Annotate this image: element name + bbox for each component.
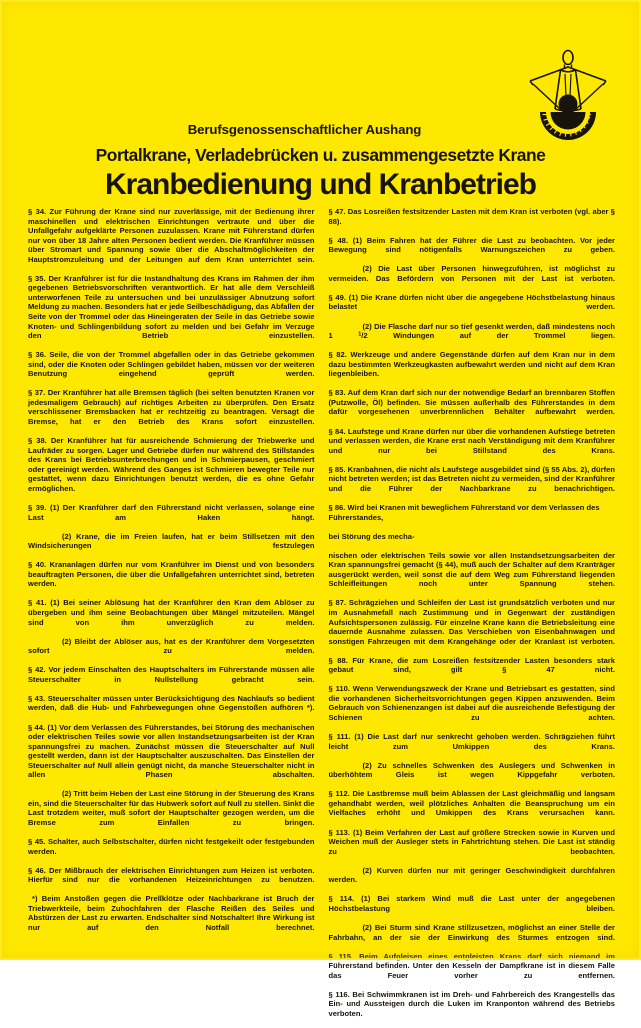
regulation-paragraph: § 37. Der Kranführer hat alle Bremsen täglich (bei selten benutzten Kranen vor jedesmaligem Gebrauch) auf richtiges Arbeiten zu überprüfen. Den Ersatz verschlissener Bremsbacken hat er rechtzeitig zu beantragen. Versagt die Bremse, hat er den Betrieb des Krans sofort einzustellen. — [28, 388, 315, 436]
right-text-column — [329, 207, 616, 1028]
regulation-paragraph: § 46. Der Mißbrauch der elektrischen Einrichtungen zum Heizen ist verboten. Hierfür sind nur die vorhandenen Heizeinrichtungen zu benutzen. — [28, 866, 315, 895]
regulation-paragraph: § 111. (1) Die Last darf nur senkrecht gehoben werden. Schrägziehen führt leicht zum Umkippen des Krans. — [329, 732, 616, 761]
regulation-paragraph: (2) Tritt beim Heben der Last eine Störung in der Steuerung des Krans ein, sind die Steuerschalter für das Hubwerk sofort auf Null zu stellen. Sinkt die Last trotzdem weiter, muß sofort der Hauptschalter gezogen werden, um die Bremse zum Einfallen zu bringen. — [28, 789, 315, 837]
regulation-paragraph: § 39. (1) Der Kranführer darf den Führerstand nicht verlassen, solange eine Last am Haken hängt. — [28, 503, 315, 532]
regulation-paragraph: § 38. Der Kranführer hat für ausreichende Schmierung der Triebwerke und Laufräder zu sorgen. Lager und Getriebe dürfen nur während des Stillstandes des Krans bei Betriebsunterbrechungen und in Schmierpausen, geschmiert oder gereinigt werden. Während des Ganges ist Schmieren bewegter Teile nur gestattet, wenn dazu Einrichtungen benutzt werden, die es ohne Gefahr ermöglichen. — [28, 436, 315, 503]
regulation-paragraph: § 35. Der Kranführer ist für die Instandhaltung des Krans im Rahmen der ihm gegebenen Betriebsvorschriften verantwortlich. Er hat alle dem Verschleiß unterworfenen Teile zu untersuchen und bei unzulässiger Abnutzung sofort Meldung zu machen. Besonders hat er jede Seilbeschädigung, das Abfallen der Seite von der Trommel oder das Hineingeraten der Seile in das Getriebe sowie Knoten- und Schlingenbildung sofort zu melden und bei Gefahr im Verzuge den Betrieb einzustellen. — [28, 274, 315, 350]
regulation-paragraph: § 36. Seile, die von der Trommel abgefallen oder in das Getriebe gekommen sind, oder die Knoten oder Schlingen gebildet haben, müssen vor der weiteren Benutzung eingehend geprüft werden. — [28, 350, 315, 388]
regulation-paragraph: § 116. Bei Schwimmkranen ist im Dreh- und Fahrbereich des Krangestells das Ein- und Aussteigen durch die Luken im Kranponton während des Betriebs verboten. — [329, 990, 616, 1028]
regulation-paragraph: § 84. Laufstege und Krane dürfen nur über die vorhandenen Aufstiege betreten und verlassen werden, die Krane erst nach Verständigung mit dem Kranführer und nur bei Stillstand des Krans. — [329, 427, 616, 465]
regulation-paragraph: § 87. Schrägziehen und Schleifen der Last ist grundsätzlich verboten und nur im Ausnahmefall nach Zustimmung und in Gegenwart der zuständigen Aufsichtspersonen zulässig. Für einzelne Krane kann die Betriebsleitung eine dauernde Ausnahme zulassen. Das Verschieben von Eisenbahnwagen und sonstigen Fahrzeugen mit dem Krangehänge oder der Kranlast ist verboten. — [329, 598, 616, 655]
regulation-columns — [28, 207, 615, 1028]
regulation-paragraph: § 110. Wenn Verwendungszweck der Krane und Betriebsart es gestatten, sind die vorhandenen Sicherheitsvorrichtungen gegen Kippen anzuwenden. Beim Gebrauch von Schienenzangen ist dabei auf die ausreichende Befestigung der Schienen zu achten. — [329, 684, 616, 732]
regulation-paragraph: § 85. Kranbahnen, die nicht als Laufstege ausgebildet sind (§ 55 Abs. 2), dürfen nicht betreten werden; ist das Betreten nicht zu vermeiden, sind der Kranführer und die Führer der Nachbarkrane zu benachrichtigen. — [329, 465, 616, 503]
regulation-paragraph: § 113. (1) Beim Verfahren der Last auf größere Strecken sowie in Kurven und Weichen muß der Ausleger stets in Fahrtrichtung stehen. Die Last ist ständig zu beobachten. — [329, 828, 616, 866]
regulation-paragraph: (2) Kurven dürfen nur mit geringer Geschwindigkeit durchfahren werden. — [329, 866, 616, 895]
regulation-paragraph: nischen oder elektrischen Teils sowie vor allen Instandsetzungsarbeiten der Kran spannungsfrei gemacht (§ 44), muß auch der Schalter auf dem Kranträger ausgerückt werden, weil sonst die auf dem Weg zum Führerstand liegenden Schleifleitungen noch unter Spannung stehen. — [329, 551, 616, 599]
poster-subtitle: Portalkrane, Verladebrücken u. zusammengesetzte Krane — [14, 137, 627, 166]
poster-kicker: Berufsgenossenschaftlicher Aushang — [0, 0, 611, 137]
regulation-paragraph: § 49. (1) Die Krane dürfen nicht über die angegebene Höchstbelastung hinaus belastet werden. — [329, 293, 616, 322]
regulation-paragraph: bei Störung des mecha- — [329, 532, 616, 551]
regulation-paragraph: § 82. Werkzeuge und andere Gegenstände dürfen auf dem Kran nur in dem dazu bestimmten Werkzeugkasten aufbewahrt werden und nicht auf dem Kran liegenbleiben. — [329, 350, 616, 388]
regulation-paragraph: (2) Zu schnelles Schwenken des Auslegers und Schwenken in überhöhtem Gleis ist wegen Kippgefahr verboten. — [329, 761, 616, 790]
regulation-paragraph: § 88. Für Krane, die zum Losreißen festsitzender Lasten besonders stark gebaut sind, gilt § 47 nicht. — [329, 656, 616, 685]
regulation-paragraph: § 34. Zur Führung der Krane sind nur zuverlässige, mit der Bedienung ihrer maschinellen und elektrischen Einrichtungen vertraute und über die Unfallgefahr aufgeklärte Personen zuzulassen. Krane mit Führerstand dürfen nur von über 18 Jahre alten Personen bedient werden. Die Kranführer müssen über Stromart und Spannung sowie über die Abschaltmöglichkeiten der Hauptstromzuleitung und der Leitungen auf dem Kran unterrichtet sein. — [28, 207, 315, 274]
regulation-paragraph: § 86. Wird bei Kranen mit beweglichem Führerstand vor dem Verlassen des Führerstandes, — [329, 503, 616, 532]
regulation-paragraph: (2) Bei Sturm sind Krane stillzusetzen, möglichst an einer Stelle der Fahrbahn, an der sie der Einwirkung des Sturmes entzogen sind. — [329, 923, 616, 952]
regulation-paragraph: § 115. Beim Aufgleisen eines entgleisten Krans darf sich niemand im Führerstand befinden. Unter den Kesseln der Dampfkrane ist in diesem Falle das Feuer vorher zu entfernen. — [329, 952, 616, 990]
regulation-paragraph: § 43. Steuerschalter müssen unter Berücksichtigung des Nachlaufs so bedient werden, daß die Hub- und Fahrbewegungen ohne Gegenstoßen aufhören *). — [28, 694, 315, 723]
regulation-paragraph: (2) Die Flasche darf nur so tief gesenkt werden, daß mindestens noch 1 $^1$/2 Windungen auf der Trommel liegen. — [329, 322, 616, 351]
regulation-paragraph: § 42. Vor jedem Einschalten des Hauptschalters im Führerstande müssen alle Steuerschalter in Nullstellung gebracht sein. — [28, 665, 315, 694]
regulation-paragraph: § 114. (1) Bei starkem Wind muß die Last unter der angegebenen Höchstbelastung bleiben. — [329, 894, 616, 923]
regulation-paragraph: (2) Die Last über Personen hinwegzuführen, ist möglichst zu vermeiden. Das Befördern von Personen mit der Last ist verboten. — [329, 264, 616, 293]
page-title: Kranbedienung und Kranbetrieb — [14, 166, 627, 202]
regulation-paragraph: § 45. Schalter, auch Selbstschalter, dürfen nicht festgekeilt oder festgebunden werden. — [28, 837, 315, 866]
regulation-paragraph: § 40. Krananlagen dürfen nur vom Kranführer im Dienst und von besonders beauftragten Personen, die über die Unfallgefahren unterrichtet sind, betreten werden. — [28, 560, 315, 598]
regulation-paragraph: § 112. Die Lastbremse muß beim Ablassen der Last gleichmäßig und langsam gehandhabt werden, weil plötzliches Anhalten die Beanspruchung um ein Vielfaches erhöht und Umkippen des Krans verursachen kann. — [329, 789, 616, 827]
regulation-paragraph: § 48. (1) Beim Fahren hat der Führer die Last zu beobachten. Vor jeder Bewegung sind nötigenfalls Warnungszeichen zu geben. — [329, 236, 616, 265]
left-text-column — [28, 207, 315, 1028]
regulation-paragraph: § 83. Auf dem Kran darf sich nur der notwendige Bedarf an brennbaren Stoffen (Putzwolle, Öl) befinden. Sie müssen außerhalb des Führerstandes in dem dafür vorgesehenen unverbrennlichen Behälter aufbewahrt werden. — [329, 388, 616, 426]
regulation-paragraph: *) Beim Anstoßen gegen die Prellklötze oder Nachbarkrane ist Bruch der Triebwerkteile, beim Zuhochfahren der Flasche Reißen des Seiles und Abstürzen der Last zu erwarten. Endschalter sind Notschalter! Ihre Wirkung ist nur auf den Notfall berechnet. — [28, 894, 315, 942]
regulation-paragraph: § 44. (1) Vor dem Verlassen des Führerstandes, bei Störung des mechanischen oder elektrischen Teiles sowie vor allen Instandsetzungsarbeiten ist der Kran spannungsfrei zu machen. Zunächst müssen die Steuerschalter auf Null gestellt werden, dann ist der Hauptschalter auszuschalten. Das Einstellen der Steuerschalter auf Null allein genügt nicht, da manche Steuerschalter nicht in allen Phasen abschalten. — [28, 723, 315, 790]
regulation-paragraph: § 41. (1) Bei seiner Ablösung hat der Kranführer den Kran dem Ablöser zu übergeben und ihm seine Beobachtungen über Mängel mitzuteilen. Mängel sind von ihm unverzüglich zu melden. — [28, 598, 315, 636]
regulation-paragraph: (2) Krane, die im Freien laufen, hat er beim Stillsetzen mit den Windsicherungen festzulegen — [28, 532, 315, 561]
regulation-paragraph: (2) Bleibt der Ablöser aus, hat es der Kranführer dem Vorgesetzten sofort zu melden. — [28, 637, 315, 666]
regulation-paragraph: § 47. Das Losreißen festsitzender Lasten mit dem Kran ist verboten (vgl. aber § 88). — [329, 207, 616, 236]
poster-header — [0, 0, 641, 202]
